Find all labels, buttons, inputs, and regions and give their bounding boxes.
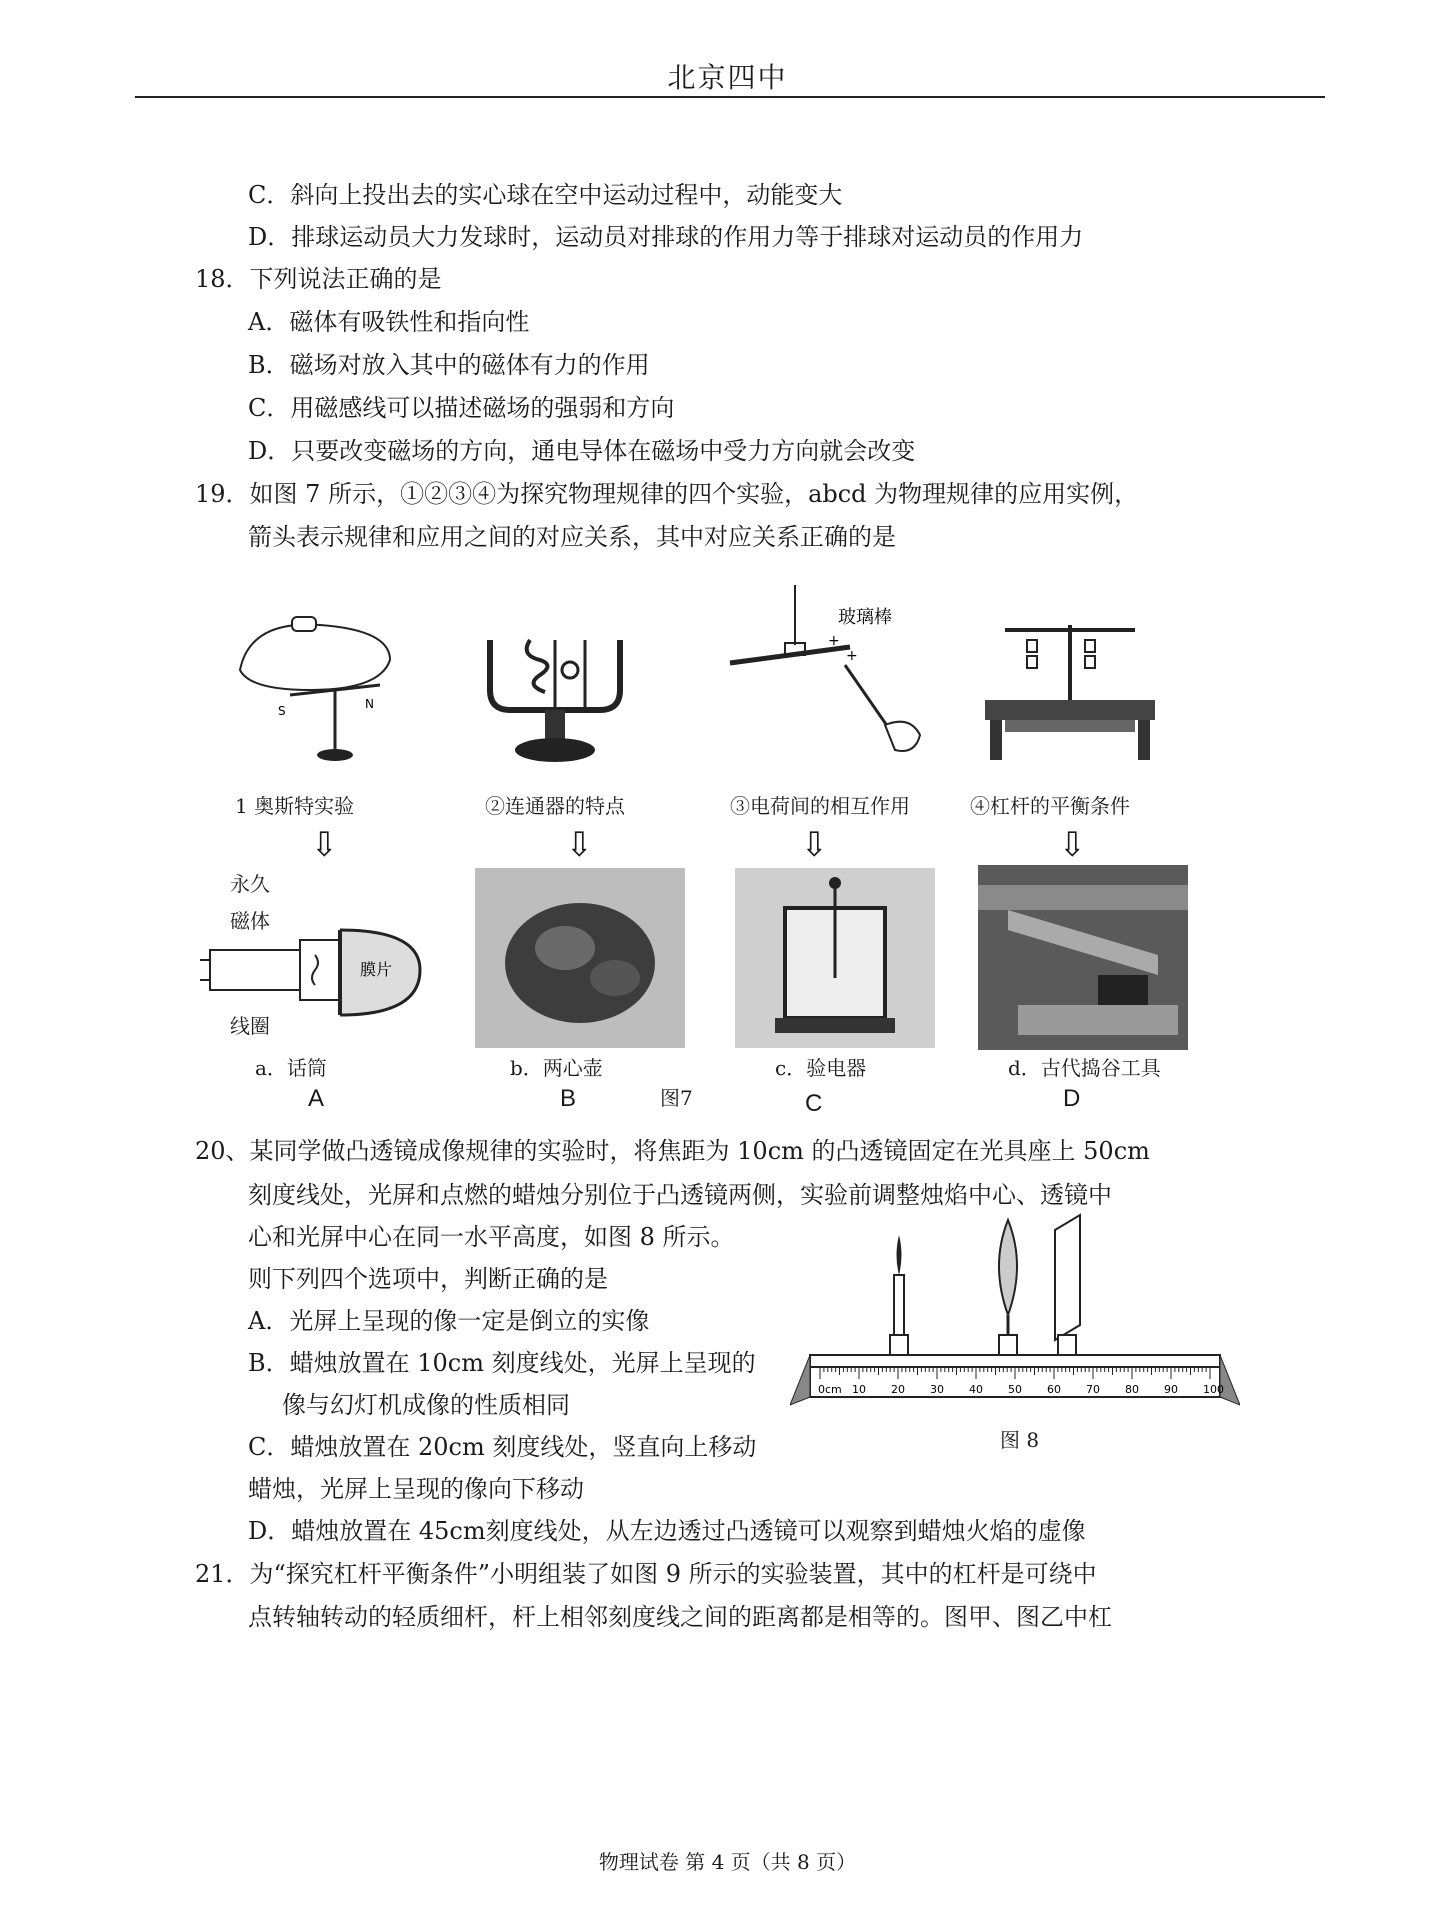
choice-d-label: D bbox=[1063, 1085, 1081, 1112]
electroscope-photo bbox=[735, 868, 935, 1048]
ruler-tick-label: 60 bbox=[1047, 1383, 1061, 1396]
q17-option-c: C．斜向上投出去的实心球在空中运动过程中，动能变大 bbox=[248, 181, 843, 209]
mic-label-magnet: 磁体 bbox=[230, 909, 270, 933]
q19-stem-line2: 箭头表示规律和应用之间的对应关系，其中对应关系正确的是 bbox=[248, 523, 896, 551]
svg-text:+: + bbox=[828, 633, 840, 649]
ruler-tick-label: 100 bbox=[1203, 1383, 1224, 1396]
lever-balance-figure bbox=[975, 610, 1165, 780]
q20-stem-line2: 刻度线处，光屏和点燃的蜡烛分别位于凸透镜两侧，实验前调整烛焰中心、透镜中 bbox=[248, 1181, 1112, 1209]
ruler-tick-label: 90 bbox=[1164, 1383, 1178, 1396]
mic-label-diaphragm: 膜片 bbox=[360, 960, 393, 979]
choice-b-label: B bbox=[560, 1085, 577, 1112]
q20-stem-line4: 则下列四个选项中，判断正确的是 bbox=[248, 1265, 608, 1293]
figure-7-caption: 图7 bbox=[660, 1086, 693, 1110]
charge-interaction-figure bbox=[720, 585, 930, 775]
q18-option-c: C．用磁感线可以描述磁场的强弱和方向 bbox=[248, 394, 675, 422]
ruler-tick-label: 80 bbox=[1125, 1383, 1139, 1396]
two-heart-pot-photo bbox=[475, 868, 685, 1048]
experiment-4-caption: ④杠杆的平衡条件 bbox=[970, 794, 1130, 818]
magnet-s-label: S bbox=[278, 704, 286, 718]
experiment-3-caption: ③电荷间的相互作用 bbox=[730, 794, 910, 818]
q20-option-d: D．蜡烛放置在 45cm刻度线处，从左边透过凸透镜可以观察到蜡烛火焰的虚像 bbox=[248, 1517, 1086, 1545]
q20-stem-line1: 20、某同学做凸透镜成像规律的实验时，将焦距为 10cm 的凸透镜固定在光具座上 50cm bbox=[195, 1137, 1150, 1165]
q20-option-b-line1: B．蜡烛放置在 10cm 刻度线处，光屏上呈现的 bbox=[248, 1349, 756, 1377]
header-rule bbox=[135, 96, 1325, 98]
arrow-down-icon: ⇩ bbox=[1058, 825, 1087, 865]
ancient-grain-pounder-photo bbox=[978, 865, 1188, 1050]
experiment-2-caption: ②连通器的特点 bbox=[485, 794, 625, 818]
q19-stem-line1: 19．如图 7 所示，①②③④为探究物理规律的四个实验，abcd 为物理规律的应用实例， bbox=[195, 480, 1139, 508]
application-d-caption: d．古代捣谷工具 bbox=[1008, 1056, 1161, 1080]
q20-option-c-line1: C．蜡烛放置在 20cm 刻度线处，竖直向上移动 bbox=[248, 1433, 757, 1461]
choice-a-label: A bbox=[308, 1085, 325, 1112]
ruler-tick-label: 50 bbox=[1008, 1383, 1022, 1396]
q17-option-d: D．排球运动员大力发球时，运动员对排球的作用力等于排球对运动员的作用力 bbox=[248, 223, 1084, 251]
ruler-tick-label: 40 bbox=[969, 1383, 983, 1396]
choice-c-label: C bbox=[805, 1090, 823, 1117]
oersted-experiment-figure bbox=[230, 590, 400, 770]
arrow-down-icon: ⇩ bbox=[565, 825, 594, 865]
q18-stem: 18．下列说法正确的是 bbox=[195, 265, 442, 293]
q20-option-b-line2: 像与幻灯机成像的性质相同 bbox=[282, 1391, 570, 1419]
experiment-1-caption: 1 奥斯特实验 bbox=[235, 794, 355, 818]
ruler-tick-label: 0cm bbox=[818, 1383, 842, 1396]
ruler-tick-label: 30 bbox=[930, 1383, 944, 1396]
q18-option-d: D．只要改变磁场的方向，通电导体在磁场中受力方向就会改变 bbox=[248, 437, 916, 465]
q21-stem-line1: 21．为“探究杠杆平衡条件”小明组装了如图 9 所示的实验装置，其中的杠杆是可绕中 bbox=[195, 1560, 1097, 1588]
application-c-caption: c．验电器 bbox=[775, 1056, 867, 1080]
mic-label-permanent: 永久 bbox=[230, 872, 270, 896]
q18-option-b: B．磁场对放入其中的磁体有力的作用 bbox=[248, 351, 650, 379]
page-footer: 物理试卷 第 4 页（共 8 页） bbox=[598, 1850, 857, 1874]
optical-bench-figure bbox=[790, 1200, 1240, 1420]
arrow-down-icon: ⇩ bbox=[800, 825, 829, 865]
mic-label-coil: 线圈 bbox=[230, 1014, 270, 1038]
glass-rod-label: 玻璃棒 bbox=[838, 607, 892, 628]
figure-8-caption: 图 8 bbox=[1000, 1428, 1040, 1452]
ruler-tick-label: 20 bbox=[891, 1383, 905, 1396]
q21-stem-line2: 点转轴转动的轻质细杆，杆上相邻刻度线之间的距离都是相等的。图甲、图乙中杠 bbox=[248, 1603, 1112, 1631]
page-header-title: 北京四中 bbox=[667, 61, 788, 94]
arrow-down-icon: ⇩ bbox=[310, 825, 339, 865]
ruler-tick-label: 10 bbox=[852, 1383, 866, 1396]
svg-text:+: + bbox=[846, 648, 858, 664]
ruler-tick-label: 70 bbox=[1086, 1383, 1100, 1396]
application-a-caption: a．话筒 bbox=[255, 1056, 327, 1080]
q20-option-c-line2: 蜡烛，光屏上呈现的像向下移动 bbox=[248, 1475, 584, 1503]
q18-option-a: A．磁体有吸铁性和指向性 bbox=[248, 308, 530, 336]
magnet-n-label: N bbox=[365, 697, 374, 711]
communicating-vessels-figure bbox=[470, 630, 640, 770]
q20-option-a: A．光屏上呈现的像一定是倒立的实像 bbox=[248, 1307, 650, 1335]
application-b-caption: b．两心壶 bbox=[510, 1056, 603, 1080]
q20-stem-line3: 心和光屏中心在同一水平高度，如图 8 所示。 bbox=[248, 1223, 735, 1251]
